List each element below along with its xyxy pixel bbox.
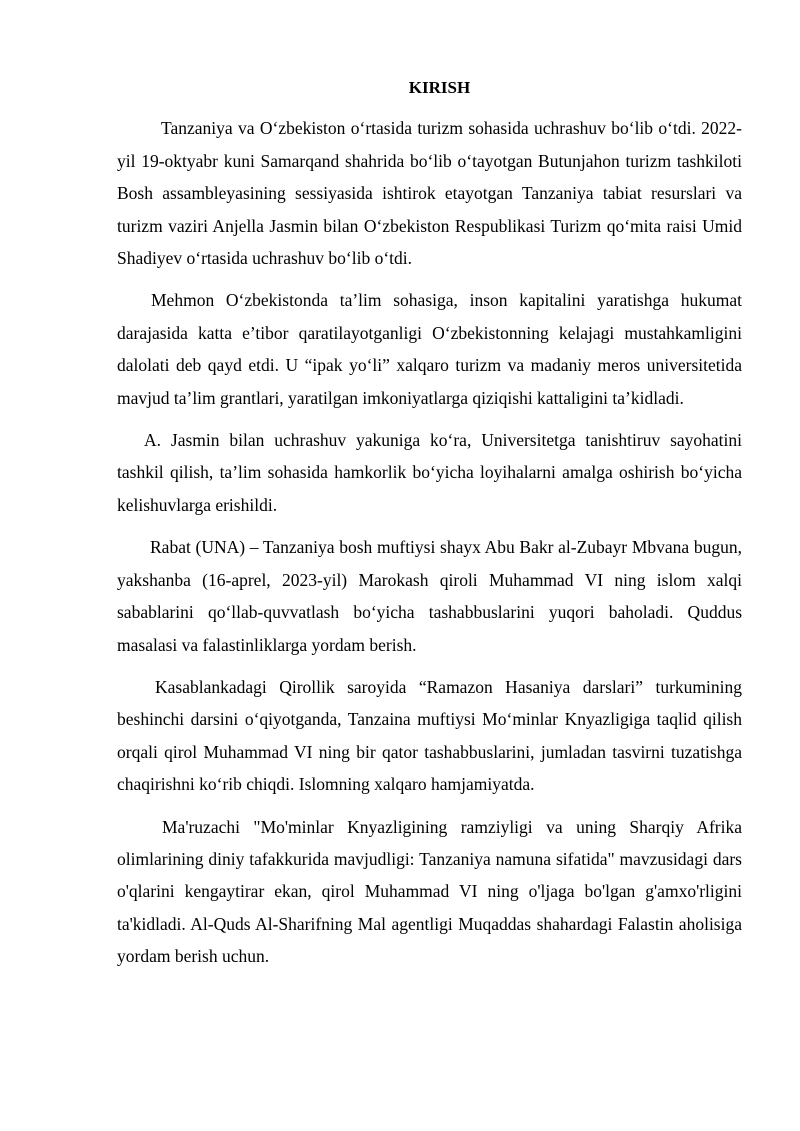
document-title: KIRISH (408, 78, 471, 97)
document-page (117, 72, 742, 983)
paragraph-talim-sohasi: Mehmon O‘zbekistonda ta’lim sohasiga, inson kapitalini yaratishga hukumat darajasida katta e’tibor qaratilayotganligi O‘zbekistonning kelajagi mustahkamligini dalolati deb qayd etdi. U “ipak yo‘li” xalqaro turizm va madaniy meros universitetida mavjud ta’lim grantlari, yaratilgan imkoniyatlarga qiziqishi kattaligini ta’kidladi. (117, 290, 742, 408)
paragraph-kasablanka: Kasablankadagi Qirollik saroyida “Ramazon Hasaniya darslari” turkumining beshinchi darsini o‘qiyotganda, Tanzaina muftiysi Mo‘minlar Knyazligiga taqlid qilish orqali qirol Muhammad VI ning bir qator tashabbuslarini, jumladan tasvirni tuzatishga chaqirishni ko‘rib chiqdi. Islomning xalqaro hamjamiyatda. (117, 676, 742, 795)
paragraph-kelishuvlar: A. Jasmin bilan uchrashuv yakuniga ko‘ra, Universitetga tanishtiruv sayohatini tashkil qilish, ta’lim sohasida hamkorlik bo‘yicha loyihalarni amalga oshirish bo‘yicha kelishuvlarga erishildi. (117, 430, 742, 515)
paragraph-maruzachi: Ma'ruzachi "Mo'minlar Knyazligining ramziyligi va uning Sharqiy Afrika olimlarining diniy tafakkurida mavjudligi: Tanzaniya namuna sifatida" mavzusidagi dars o'qlarini kengaytirar ekan, qirol Muhammad VI ning o'ljaga bo'lgan g'amxo'rligini ta'kidladi. Al-Quds Al-Sharifning Mal agentligi Muqaddas shahardagi Falastin aholisiga yordam berish uchun. (117, 816, 742, 967)
paragraph-rabat-una: Rabat (UNA) – Tanzaniya bosh muftiysi shayx Abu Bakr al-Zubayr Mbvana bugun, yakshanba (16-aprel, 2023-yil) Marokash qiroli Muhammad VI ning islom xalqi sabablarini qo‘llab-quvvatlash bo‘yicha tashabbuslarini yuqori baholadi. Quddus masalasi va falastinliklarga yordam berish. (117, 537, 742, 655)
paragraph-turizm-uchrashuv: Tanzaniya va O‘zbekiston o‘rtasida turizm sohasida uchrashuv bo‘lib o‘tdi. 2022-yil 19-oktyabr kuni Samarqand shahrida bo‘lib o‘tayotgan Butunjahon turizm tashkiloti Bosh assambleyasining sessiyasida ishtirok etayotgan Tanzaniya tabiat resurslari va turizm vaziri Anjella Jasmin bilan O‘zbekiston Respublikasi Turizm qo‘mita raisi Umid Shadiyev o‘rtasida uchrashuv bo‘lib o‘tdi. (117, 118, 742, 269)
